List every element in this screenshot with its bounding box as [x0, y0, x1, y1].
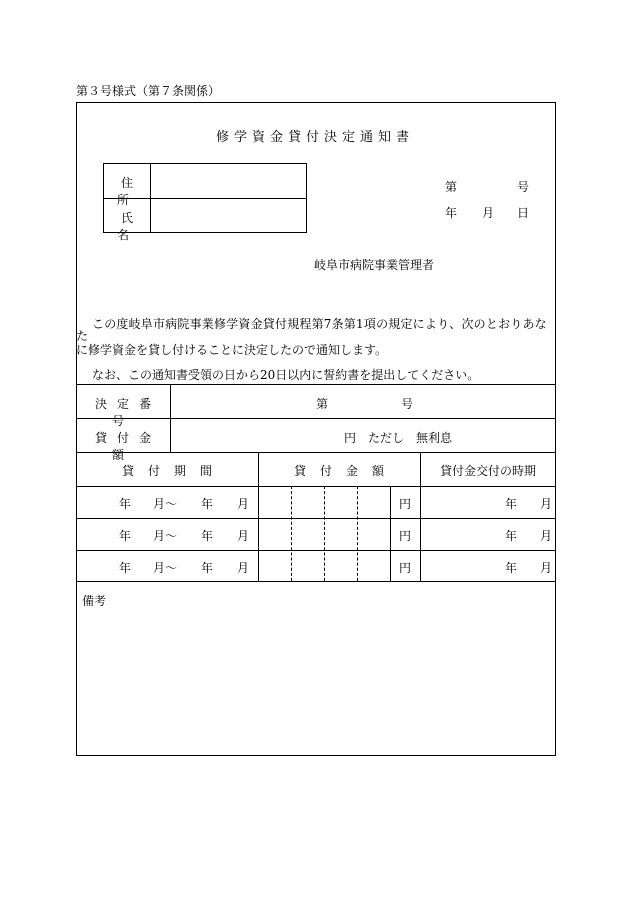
loan-amount-field[interactable] [171, 419, 341, 451]
row2-timing-month: 月 [540, 529, 553, 543]
row1-timing-year: 年 [505, 497, 518, 511]
table-dashed-line [324, 486, 325, 581]
row1-timing-month: 月 [540, 497, 553, 511]
table-line [76, 518, 556, 519]
decision-number-field[interactable] [171, 385, 555, 417]
table-line [76, 550, 556, 551]
address-label: 住 所 [116, 176, 162, 207]
address-field[interactable] [151, 164, 307, 198]
decision-number-label: 決定番号 [94, 397, 161, 428]
loan-amount-label: 貸付金額 [94, 431, 161, 462]
row3-amount-unit: 円 [399, 561, 412, 575]
header-loan-amount: 貸付金額 [293, 464, 398, 478]
decision-number-suffix: 号 [401, 397, 414, 411]
row2-end-month: 月 [237, 529, 250, 543]
document-number-suffix: 号 [516, 180, 529, 194]
row3-end-month: 月 [237, 561, 250, 575]
header-loan-period: 貸付期間 [121, 464, 226, 478]
loan-amount-value: 円 ただし 無利息 [344, 431, 453, 445]
body-line-3: なお、この通知書受領の日から20日以内に誓約書を提出してください。 [92, 368, 480, 382]
body-line-1: この度岐阜市病院事業修学資金貸付規程第7条第1項の規定により、次のとおりあなた [76, 317, 547, 343]
row1-amount-unit: 円 [399, 497, 412, 511]
table-dashed-line [291, 486, 292, 581]
row2-end-year: 年 [201, 529, 214, 543]
name-label: 氏 名 [116, 211, 162, 242]
date-day: 日 [517, 206, 530, 220]
name-field[interactable] [151, 199, 307, 233]
date-year: 年 [445, 206, 458, 220]
document-number-prefix: 第 [445, 180, 458, 194]
row1-start-month: 月～ [153, 497, 178, 511]
body-line-2: に修学資金を貸し付けることに決定したので通知します。 [76, 343, 388, 357]
remarks-label: 備考 [82, 594, 107, 608]
row2-timing-year: 年 [505, 529, 518, 543]
issuer-name: 岐阜市病院事業管理者 [314, 258, 435, 272]
table-line [390, 486, 391, 581]
decision-number-prefix: 第 [316, 397, 329, 411]
document-number [445, 178, 529, 195]
document-title: 修学資金貸付決定通知書 [215, 130, 414, 145]
row2-amount-unit: 円 [399, 529, 412, 543]
row3-end-year: 年 [201, 561, 214, 575]
row3-timing-month: 月 [540, 561, 553, 575]
row3-start-year: 年 [119, 561, 132, 575]
form-number-label: 第３号様式（第７条関係） [76, 84, 221, 98]
row2-start-month: 月～ [153, 529, 178, 543]
remarks-field[interactable] [77, 582, 555, 755]
recipient-box [103, 163, 307, 242]
row3-timing-year: 年 [505, 561, 518, 575]
date-month: 月 [482, 206, 495, 220]
row1-end-month: 月 [237, 497, 250, 511]
row1-start-year: 年 [119, 497, 132, 511]
row1-end-year: 年 [201, 497, 214, 511]
header-disbursement-timing: 貸付金交付の時期 [439, 464, 536, 478]
row3-start-month: 月～ [153, 561, 178, 575]
table-dashed-line [357, 486, 358, 581]
table-line [76, 486, 556, 487]
row2-start-year: 年 [119, 529, 132, 543]
